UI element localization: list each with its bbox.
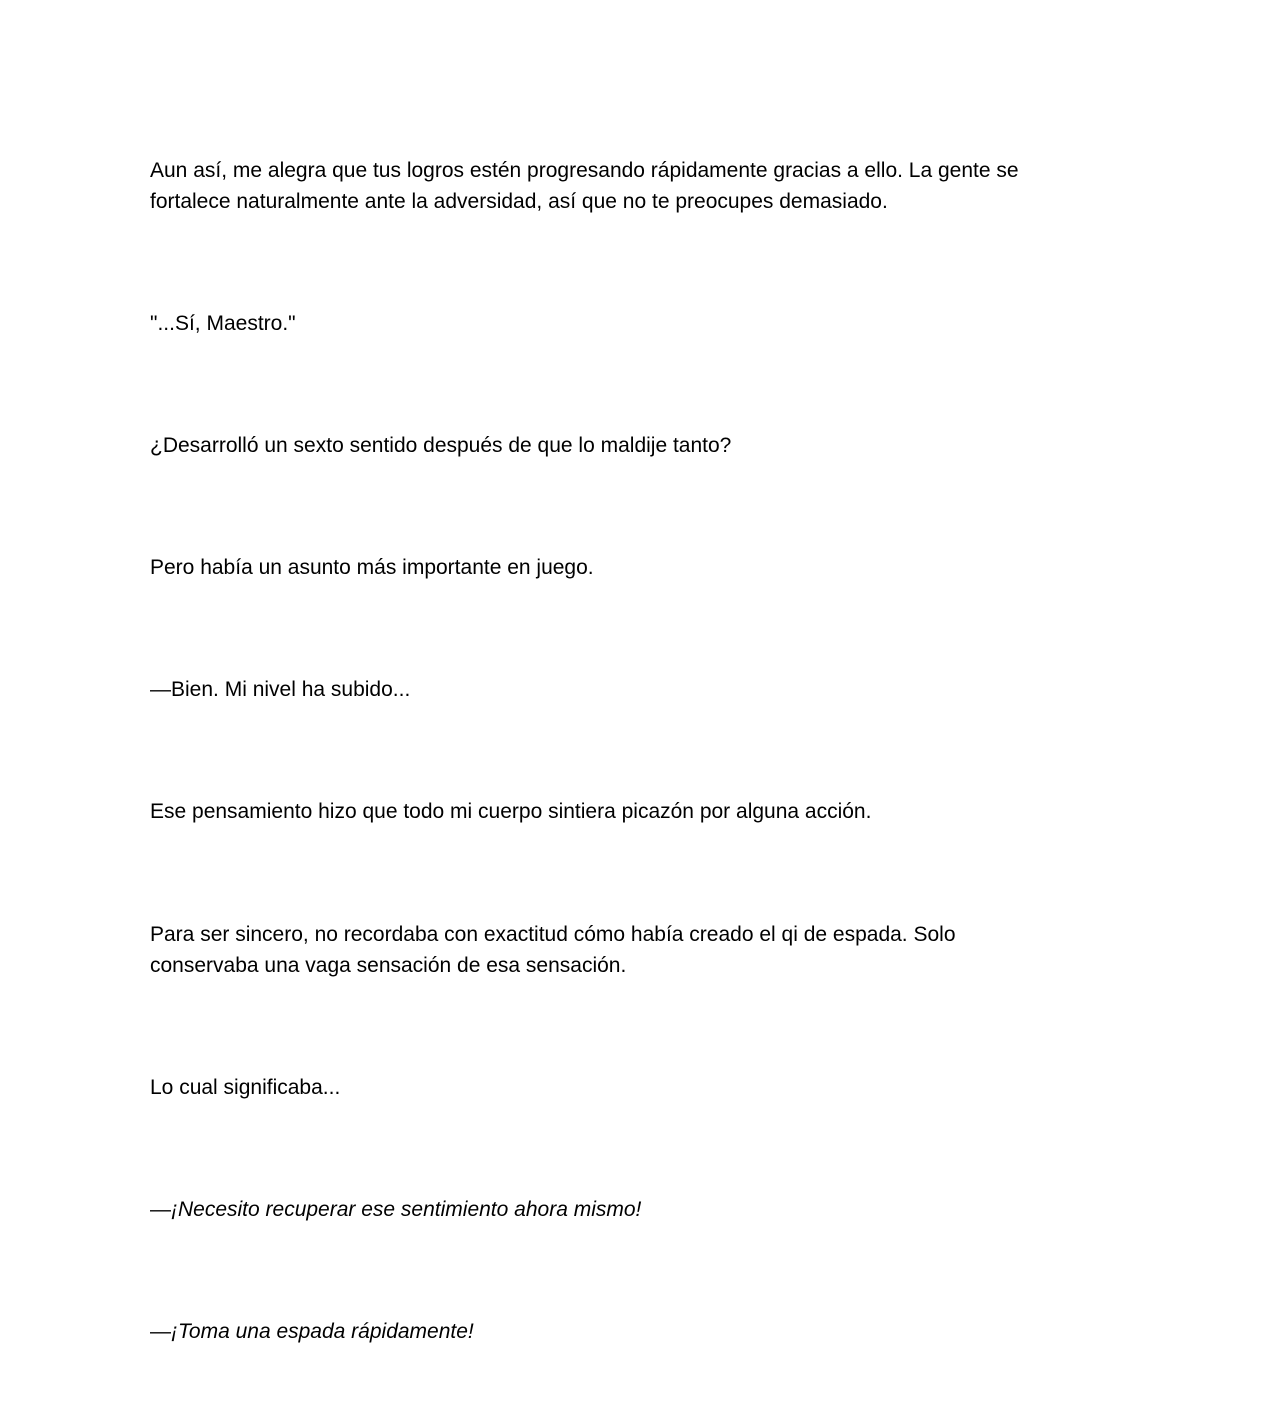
paragraph-7-line-1: Para ser sincero, no recordaba con exactitud cómo había creado el qi de espada. Solo xyxy=(150,923,956,946)
paragraph-6 xyxy=(150,796,1110,827)
paragraph-4-line-1: Pero había un asunto más importante en juego. xyxy=(150,556,594,579)
paragraph-3-line-1: ¿Desarrolló un sexto sentido después de que lo maldije tanto? xyxy=(150,434,732,457)
paragraph-1-line-1: Aun así, me alegra que tus logros estén progresando rápidamente gracias a ello. La gente se xyxy=(150,159,1019,182)
paragraph-1 xyxy=(150,155,1110,217)
paragraph-4 xyxy=(150,552,1110,583)
paragraph-1-line-2: fortalece naturalmente ante la adversidad, así que no te preocupes demasiado. xyxy=(150,190,888,213)
paragraph-9-italic-text: ¡Necesito recuperar ese sentimiento ahora mismo! xyxy=(171,1198,642,1221)
paragraph-5 xyxy=(150,674,1110,705)
paragraph-7-line-2: conservaba una vaga sensación de esa sensación. xyxy=(150,954,627,977)
paragraph-7 xyxy=(150,919,1110,981)
paragraph-8-line-1: Lo cual significaba... xyxy=(150,1076,341,1099)
paragraph-6-line-1: Ese pensamiento hizo que todo mi cuerpo sintiera picazón por alguna acción. xyxy=(150,800,872,823)
paragraph-9-dash: — xyxy=(150,1198,171,1221)
paragraph-10-italic-text: ¡Toma una espada rápidamente! xyxy=(171,1320,474,1343)
paragraph-2-line-1: "...Sí, Maestro." xyxy=(150,312,296,335)
paragraph-10 xyxy=(150,1316,1110,1347)
paragraph-5-line-1: —Bien. Mi nivel ha subido... xyxy=(150,678,411,701)
paragraph-10-dash: — xyxy=(150,1320,171,1343)
paragraph-3 xyxy=(150,430,1110,461)
paragraph-8 xyxy=(150,1072,1110,1103)
paragraph-9 xyxy=(150,1194,1110,1225)
paragraph-2 xyxy=(150,308,1110,339)
